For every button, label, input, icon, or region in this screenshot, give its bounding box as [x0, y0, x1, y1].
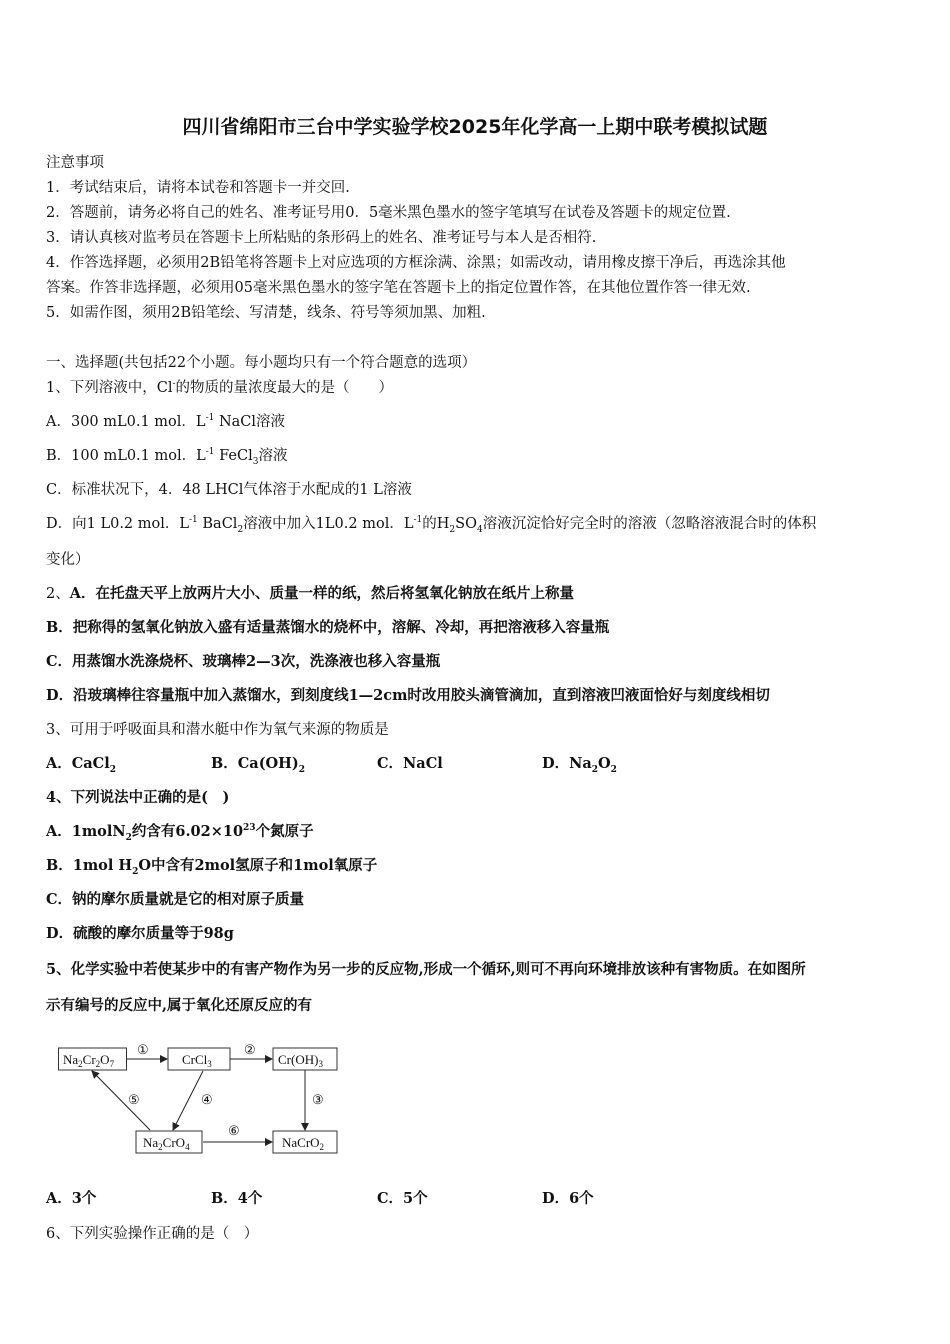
question-3-option-c: C．NaCl [377, 755, 443, 772]
notice-item: 答案。作答非选择题，必须用05毫米黑色墨水的签字笔在答题卡上的指定位置作答，在其他位置作答一律无效. [46, 280, 751, 296]
notice-item: 4．作答选择题，必须用2B铅笔将答题卡上对应选项的方框涂满、涂黑；如需改动，请用橡皮擦干净后，再选涂其他 [46, 255, 786, 271]
question-5-option-a: A．3个 [46, 1190, 97, 1207]
label-na2cro4: $Na_2CrO_4$ [143, 1135, 190, 1152]
question-3-option-d: D．$Na_2O_2$ [542, 755, 617, 775]
question-3-stem: 3、可用于呼吸面具和潜水艇中作为氧气来源的物质是 [46, 722, 389, 738]
page-title: 四川省绵阳市三台中学实验学校2025年化学高一上期中联考模拟试题 [182, 116, 768, 138]
question-3-option-b: B．$Ca(OH)_2$ [211, 755, 306, 775]
notice-item: 2．答题前，请务必将自己的姓名、准考证号用0．5毫米黑色墨水的签字笔填写在试卷及答题卡的规定位置. [46, 205, 731, 221]
question-2-option-a: 2、A．在托盘天平上放两片大小、质量一样的纸，然后将氢氧化钠放在纸片上称量 [46, 585, 574, 602]
label-nacro2: NaCrO$_2$ [282, 1135, 325, 1152]
question-5-stem: 5、化学实验中若使某步中的有害产物作为另一步的反应物,形成一个循环,则可不再向环境排放该种有害物质。在如图所 [46, 961, 806, 978]
question-5-stem-continued: 示有编号的反应中,属于氧化还原反应的有 [46, 997, 313, 1014]
question-2-option-c: C．用蒸馏水洗涤烧杯、玻璃棒2—3次，洗涤液也移入容量瓶 [46, 653, 441, 670]
arrow-label-1: ① [137, 1042, 149, 1057]
question-2-option-d: D．沿玻璃棒往容量瓶中加入蒸馏水，到刻度线1—2cm时改用胶头滴管滴加，直到溶液凹液面恰好与刻度线相切 [46, 687, 770, 704]
question-1-stem: 1、下列溶液中，Cl-的物质的量浓度最大的是（ ） [46, 379, 394, 396]
question-4-option-c: C．钠的摩尔质量就是它的相对原子质量 [46, 891, 305, 908]
reaction-cycle-diagram [58, 1040, 348, 1162]
question-2-option-b: B．把称得的氢氧化钠放入盛有适量蒸馏水的烧杯中，溶解、冷却，再把溶液移入容量瓶 [46, 619, 610, 636]
arrow-label-6: ⑥ [228, 1123, 240, 1138]
question-1-option-b: B．100 mL0.1 mol．$L^{-1}$ FeCl$_3$溶液 [46, 447, 288, 467]
notice-heading: 注意事项 [46, 155, 104, 171]
question-5-option-d: D．6个 [542, 1190, 594, 1207]
label-crcl3: CrCl$_3$ [182, 1052, 212, 1069]
question-6-stem: 6、下列实验操作正确的是（ ） [46, 1226, 259, 1242]
question-1-option-c: C．标准状况下，4．48 LHCl气体溶于水配成的1 L溶液 [46, 482, 412, 498]
question-1-option-a: A．300 mL0.1 mol．$L^{-1}$ NaCl溶液 [46, 413, 286, 430]
arrow-label-4: ④ [201, 1092, 213, 1107]
question-5-option-b: B．4个 [211, 1190, 263, 1207]
question-5-option-c: C．5个 [377, 1190, 428, 1207]
arrow-4 [173, 1071, 203, 1130]
notice-item: 1．考试结束后，请将本试卷和答题卡一并交回. [46, 180, 350, 196]
question-1-option-d: D．向1 L0.2 mol．$L^{-1}$ BaCl$_2$溶液中加入1L0.2 mol．$L^{-1}$的$H_2SO_4$溶液沉淀恰好完全时的溶液（忽略溶液混合时的体积 [46, 515, 817, 535]
question-4-option-a: A．1molN$_2$约含有$6.02\times 10^{23}$个氮原子 [46, 823, 314, 843]
question-3-option-a: A．CaCl$_2$ [46, 755, 117, 775]
label-croh3: $Cr(OH)_3$ [278, 1052, 323, 1069]
label-na2cr2o7: $Na_2Cr_2O_7$ [63, 1052, 115, 1069]
arrow-label-5: ⑤ [128, 1092, 140, 1107]
section-heading: 一、选择题(共包括22个小题。每小题均只有一个符合题意的选项） [46, 355, 477, 371]
notice-item: 3．请认真核对监考员在答题卡上所粘贴的条形码上的姓名、准考证号与本人是否相符. [46, 230, 597, 246]
question-4-stem: 4、下列说法中正确的是( ) [46, 789, 230, 806]
arrow-label-2: ② [244, 1042, 256, 1057]
notice-item: 5．如需作图，须用2B铅笔绘、写清楚，线条、符号等须加黑、加粗. [46, 305, 486, 321]
question-1-option-d-continued: 变化） [46, 552, 90, 568]
arrow-5 [92, 1071, 150, 1130]
question-4-option-d: D．硫酸的摩尔质量等于98g [46, 925, 234, 942]
question-4-option-b: B．1mol $H_2O$中含有2mol氢原子和1mol氧原子 [46, 857, 378, 877]
arrow-label-3: ③ [312, 1092, 324, 1107]
